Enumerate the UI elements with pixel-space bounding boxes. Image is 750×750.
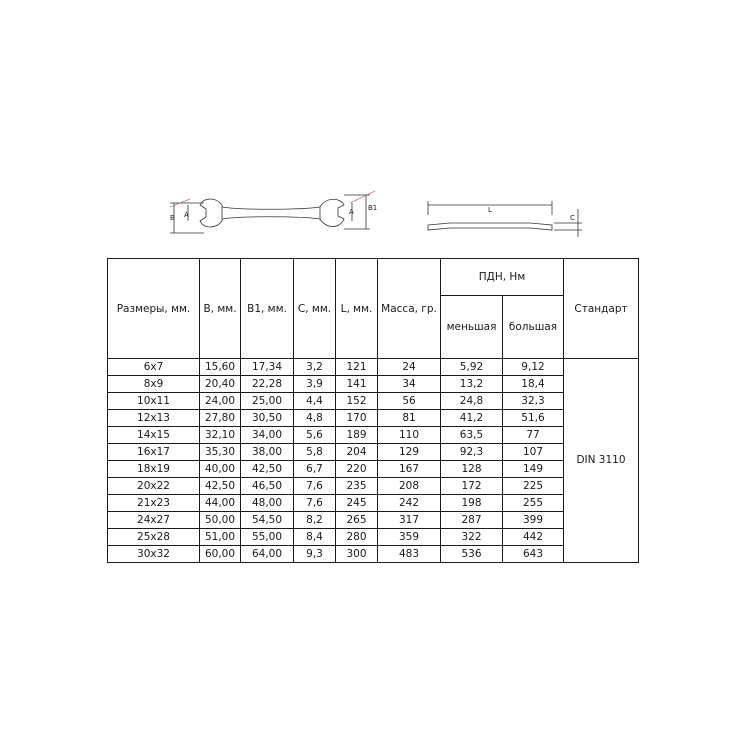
cell-b: 15,60 xyxy=(200,359,241,376)
table-row xyxy=(108,444,639,461)
cell-torque-high: 77 xyxy=(503,427,564,444)
cell-c: 3,2 xyxy=(294,359,336,376)
cell-l: 265 xyxy=(336,512,378,529)
header-torque-high: большая xyxy=(503,296,564,359)
cell-c: 5,8 xyxy=(294,444,336,461)
cell-b1: 34,00 xyxy=(241,427,294,444)
dim-label-a-left: A xyxy=(184,211,189,219)
cell-mass: 242 xyxy=(378,495,441,512)
cell-size: 21x23 xyxy=(108,495,200,512)
cell-torque-high: 442 xyxy=(503,529,564,546)
table-row xyxy=(108,410,639,427)
cell-b: 60,00 xyxy=(200,546,241,563)
cell-torque-high: 149 xyxy=(503,461,564,478)
cell-torque-high: 643 xyxy=(503,546,564,563)
wrench-top-view-drawing xyxy=(160,183,390,243)
table-body xyxy=(108,359,639,563)
dim-label-b1: B1 xyxy=(368,204,378,212)
cell-size: 25x28 xyxy=(108,529,200,546)
table-row xyxy=(108,546,639,563)
specification-table xyxy=(107,258,639,563)
table-row xyxy=(108,529,639,546)
cell-b: 50,00 xyxy=(200,512,241,529)
cell-size: 8x9 xyxy=(108,376,200,393)
header-l: L, мм. xyxy=(336,259,378,359)
cell-mass: 317 xyxy=(378,512,441,529)
cell-size: 20x22 xyxy=(108,478,200,495)
cell-mass: 81 xyxy=(378,410,441,427)
cell-b1: 30,50 xyxy=(241,410,294,427)
cell-c: 6,7 xyxy=(294,461,336,478)
cell-l: 245 xyxy=(336,495,378,512)
cell-mass: 34 xyxy=(378,376,441,393)
cell-mass: 167 xyxy=(378,461,441,478)
cell-size: 16x17 xyxy=(108,444,200,461)
cell-b1: 46,50 xyxy=(241,478,294,495)
table-row xyxy=(108,478,639,495)
dim-label-b: B xyxy=(170,214,175,222)
cell-size: 10x11 xyxy=(108,393,200,410)
cell-mass: 129 xyxy=(378,444,441,461)
header-torque-low: меньшая xyxy=(441,296,503,359)
header-torque: ПДН, Нм xyxy=(441,259,564,296)
cell-b1: 42,50 xyxy=(241,461,294,478)
cell-l: 189 xyxy=(336,427,378,444)
cell-c: 8,2 xyxy=(294,512,336,529)
cell-c: 5,6 xyxy=(294,427,336,444)
cell-torque-low: 63,5 xyxy=(441,427,503,444)
cell-size: 18x19 xyxy=(108,461,200,478)
cell-b: 32,10 xyxy=(200,427,241,444)
cell-b1: 22,28 xyxy=(241,376,294,393)
cell-torque-low: 41,2 xyxy=(441,410,503,427)
cell-c: 7,6 xyxy=(294,495,336,512)
cell-torque-low: 92,3 xyxy=(441,444,503,461)
cell-l: 220 xyxy=(336,461,378,478)
cell-c: 4,4 xyxy=(294,393,336,410)
table-row xyxy=(108,495,639,512)
cell-torque-low: 172 xyxy=(441,478,503,495)
cell-b1: 64,00 xyxy=(241,546,294,563)
cell-torque-low: 128 xyxy=(441,461,503,478)
header-b: B, мм. xyxy=(200,259,241,359)
cell-mass: 56 xyxy=(378,393,441,410)
cell-b: 35,30 xyxy=(200,444,241,461)
cell-b1: 54,50 xyxy=(241,512,294,529)
cell-torque-low: 322 xyxy=(441,529,503,546)
cell-torque-high: 255 xyxy=(503,495,564,512)
cell-torque-high: 18,4 xyxy=(503,376,564,393)
cell-l: 235 xyxy=(336,478,378,495)
cell-c: 7,6 xyxy=(294,478,336,495)
cell-l: 280 xyxy=(336,529,378,546)
cell-b: 44,00 xyxy=(200,495,241,512)
cell-size: 30x32 xyxy=(108,546,200,563)
cell-torque-low: 24,8 xyxy=(441,393,503,410)
cell-size: 24x27 xyxy=(108,512,200,529)
cell-torque-low: 198 xyxy=(441,495,503,512)
dim-label-c: C xyxy=(570,214,575,222)
cell-b1: 25,00 xyxy=(241,393,294,410)
cell-l: 121 xyxy=(336,359,378,376)
table-row xyxy=(108,393,639,410)
wrench-side-view-drawing xyxy=(420,193,595,238)
cell-torque-low: 13,2 xyxy=(441,376,503,393)
cell-mass: 483 xyxy=(378,546,441,563)
table-row xyxy=(108,427,639,444)
cell-b1: 17,34 xyxy=(241,359,294,376)
cell-b: 27,80 xyxy=(200,410,241,427)
cell-l: 141 xyxy=(336,376,378,393)
table-row xyxy=(108,376,639,393)
cell-torque-high: 32,3 xyxy=(503,393,564,410)
cell-l: 300 xyxy=(336,546,378,563)
cell-torque-high: 107 xyxy=(503,444,564,461)
cell-b1: 55,00 xyxy=(241,529,294,546)
cell-l: 170 xyxy=(336,410,378,427)
cell-b: 20,40 xyxy=(200,376,241,393)
header-b1: B1, мм. xyxy=(241,259,294,359)
table-row xyxy=(108,512,639,529)
cell-torque-high: 399 xyxy=(503,512,564,529)
dim-label-a-right: A xyxy=(349,208,354,216)
header-mass: Масса, гр. xyxy=(378,259,441,359)
table-row xyxy=(108,461,639,478)
cell-torque-low: 5,92 xyxy=(441,359,503,376)
cell-standard: DIN 3110 xyxy=(564,359,639,563)
cell-mass: 359 xyxy=(378,529,441,546)
cell-b1: 38,00 xyxy=(241,444,294,461)
cell-c: 4,8 xyxy=(294,410,336,427)
table-row xyxy=(108,359,639,376)
dim-label-l: L xyxy=(488,206,492,214)
cell-size: 12x13 xyxy=(108,410,200,427)
cell-l: 204 xyxy=(336,444,378,461)
header-sizes: Размеры, мм. xyxy=(108,259,200,359)
cell-torque-low: 536 xyxy=(441,546,503,563)
cell-mass: 208 xyxy=(378,478,441,495)
header-c: C, мм. xyxy=(294,259,336,359)
cell-b: 24,00 xyxy=(200,393,241,410)
cell-torque-low: 287 xyxy=(441,512,503,529)
cell-mass: 110 xyxy=(378,427,441,444)
cell-torque-high: 9,12 xyxy=(503,359,564,376)
cell-c: 8,4 xyxy=(294,529,336,546)
cell-c: 9,3 xyxy=(294,546,336,563)
cell-mass: 24 xyxy=(378,359,441,376)
cell-b: 51,00 xyxy=(200,529,241,546)
cell-b: 42,50 xyxy=(200,478,241,495)
cell-l: 152 xyxy=(336,393,378,410)
cell-c: 3,9 xyxy=(294,376,336,393)
cell-b: 40,00 xyxy=(200,461,241,478)
cell-size: 6x7 xyxy=(108,359,200,376)
cell-torque-high: 225 xyxy=(503,478,564,495)
cell-b1: 48,00 xyxy=(241,495,294,512)
header-standard: Стандарт xyxy=(564,259,639,359)
cell-size: 14x15 xyxy=(108,427,200,444)
cell-torque-high: 51,6 xyxy=(503,410,564,427)
